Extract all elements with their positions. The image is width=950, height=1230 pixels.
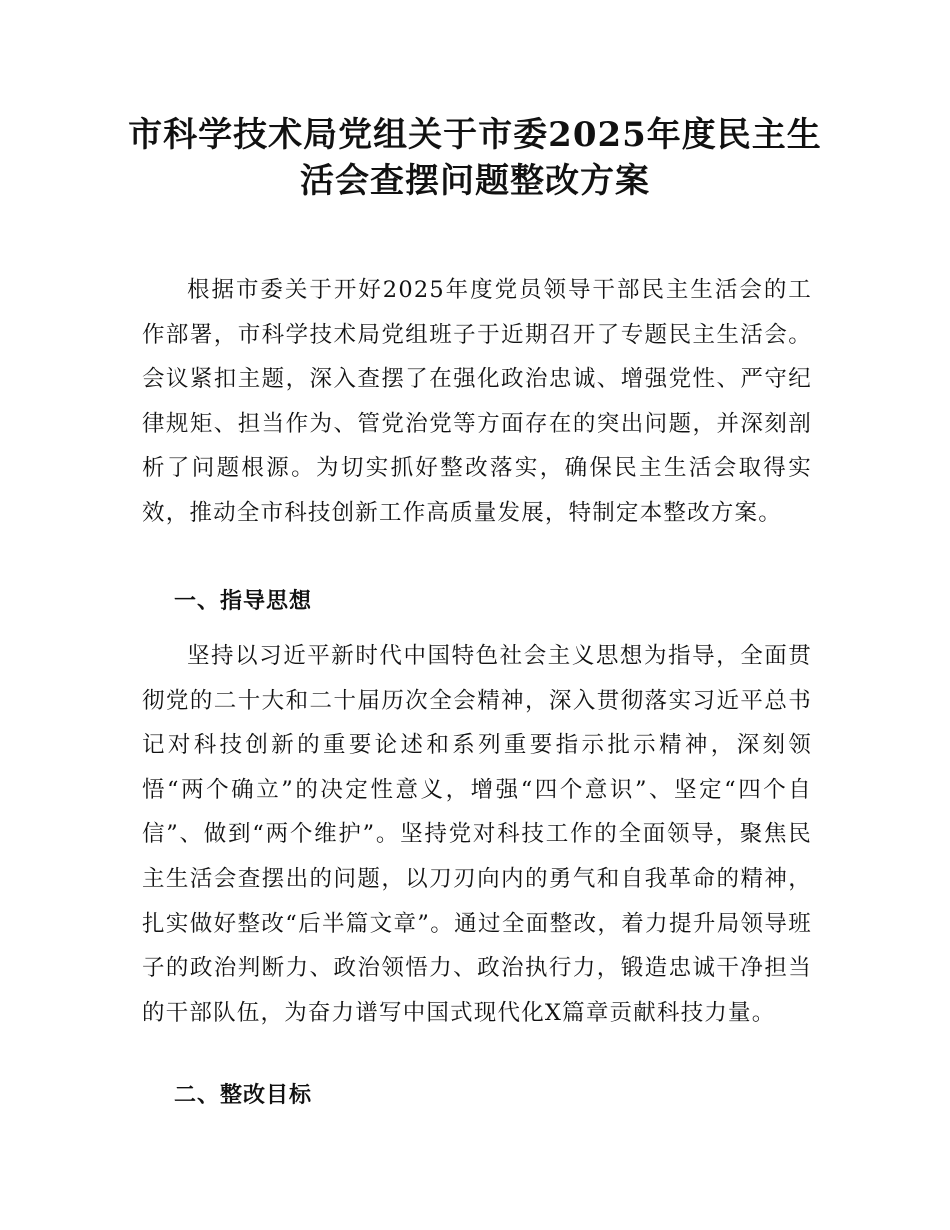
title-line-2: 活会查摆问题整改方案 xyxy=(300,161,650,201)
title-line-1: 市科学技术局党组关于市委2025年度民主生 xyxy=(128,115,822,155)
intro-paragraph: 根据市委关于开好2025年度党员领导干部民主生活会的工作部署，市科学技术局党组班子于近期召开了专题民主生活会。会议紧扣主题，深入查摆了在强化政治忠诚、增强党性、严守纪律规矩、担当作为、管党治党等方面存在的突出问题，并深刻剖析了问题根源。为切实抓好整改落实，确保民主生活会取得实效，推动全市科技创新工作高质量发展，特制定本整改方案。 xyxy=(142,277,812,526)
document-title xyxy=(100,112,850,204)
section-heading-rectification-goals: 二、整改目标 xyxy=(174,1083,313,1108)
guiding-ideology-paragraph: 坚持以习近平新时代中国特色社会主义思想为指导，全面贯彻党的二十大和二十届历次全会精神，深入贯彻落实习近平总书记对科技创新的重要论述和系列重要指示批示精神，深刻领悟“两个确立”的决定性意义，增强“四个意识”、坚定“四个自信”、做到“两个维护”。坚持党对科技工作的全面领导，聚焦民主生活会查摆出的问题，以刀刃向内的勇气和自我革命的精神，扎实做好整改“后半篇文章”。通过全面整改，着力提升局领导班子的政治判断力、政治领悟力、政治执行力，锻造忠诚干净担当的干部队伍，为奋力谱写中国式现代化X篇章贡献科技力量。 xyxy=(142,643,812,1026)
section-heading-guiding-ideology: 一、指导思想 xyxy=(174,589,313,614)
